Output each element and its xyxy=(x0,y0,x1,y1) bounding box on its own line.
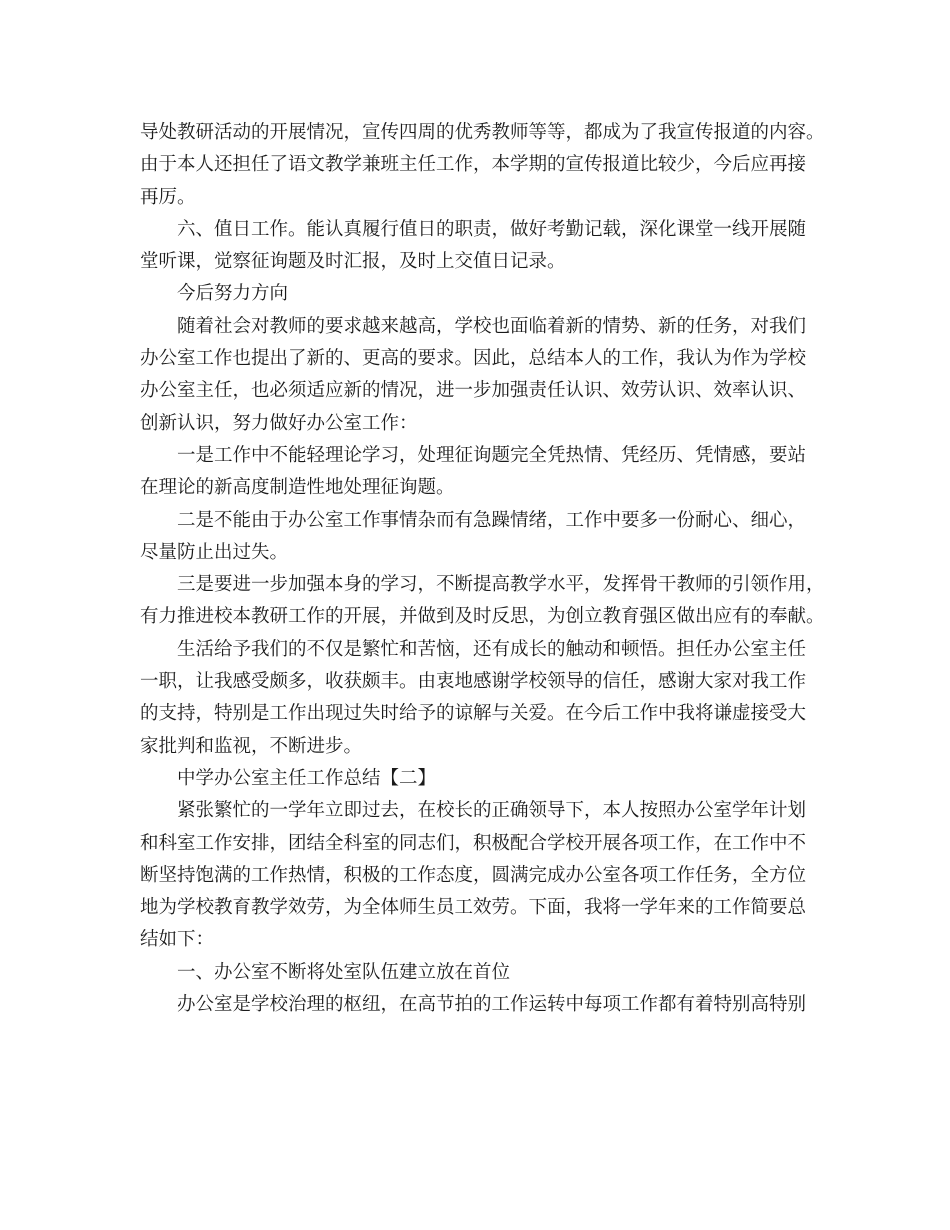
text-line: 一是工作中不能轻理论学习，处理征询题完全凭热情、凭经历、凭情感，要站 xyxy=(177,444,807,466)
text-line: 六、值日工作。能认真履行值日的职责，做好考勤记载，深化课堂一线开展随 xyxy=(177,218,807,240)
text-line: 家批判和监视，不断进步。 xyxy=(140,735,363,757)
text-line: 今后努力方向 xyxy=(177,283,289,305)
text-line: 办公室工作也提出了新的、更高的要求。因此，总结本人的工作，我认为作为学校 xyxy=(140,348,807,370)
paragraph xyxy=(140,278,830,310)
paragraph xyxy=(140,634,830,763)
document-body xyxy=(140,117,830,1021)
text-line: 尽量防止出过失。 xyxy=(140,541,289,563)
text-line: 地为学校教育教学效劳，为全体师生员工效劳。下面，我将一学年来的工作简要总 xyxy=(140,897,807,919)
paragraph xyxy=(140,214,830,279)
text-line: 紧张繁忙的一学年立即过去，在校长的正确领导下，本人按照办公室学年计划 xyxy=(177,800,807,822)
text-line: 办公室主任，也必须适应新的情况，进一步加强责任认识、效劳认识、效率认识、 xyxy=(140,380,807,402)
text-line: 断坚持饱满的工作热情，积极的工作态度，圆满完成办公室各项工作任务，全方位 xyxy=(140,864,807,886)
text-line: 办公室是学校治理的枢纽，在高节拍的工作运转中每项工作都有着特别高特别 xyxy=(177,994,807,1016)
text-line: 和科室工作安排，团结全科室的同志们，积极配合学校开展各项工作，在工作中不 xyxy=(140,832,807,854)
text-line: 二是不能由于办公室工作事情杂而有急躁情绪，工作中要多一份耐心、细心， xyxy=(177,509,807,531)
paragraph xyxy=(140,763,830,795)
text-line: 在理论的新高度制造性地处理征询题。 xyxy=(140,477,455,499)
text-line: 结如下： xyxy=(140,929,215,951)
text-line: 创新认识，努力做好办公室工作： xyxy=(140,412,418,434)
text-line: 导处教研活动的开展情况，宣传四周的优秀教师等等，都成为了我宣传报道的内容。 xyxy=(140,122,825,143)
paragraph xyxy=(140,505,830,570)
paragraph xyxy=(140,989,830,1021)
text-line: 随着社会对教师的要求越来越高，学校也面临着新的情势、新的任务，对我们 xyxy=(177,315,807,337)
text-line: 再厉。 xyxy=(140,186,196,208)
paragraph xyxy=(140,795,830,956)
text-line: 有力推进校本教研工作的开展，并做到及时反思，为创立教育强区做出应有的奉献。 xyxy=(140,606,825,628)
text-line: 的支持，特别是工作出现过失时给予的谅解与关爱。在今后工作中我将谦虚接受大 xyxy=(140,703,807,725)
text-line: 三是要进一步加强本身的学习，不断提高教学水平，发挥骨干教师的引领作用， xyxy=(177,574,825,596)
paragraph xyxy=(140,569,830,634)
paragraph xyxy=(140,440,830,505)
text-line: 由于本人还担任了语文教学兼班主任工作，本学期的宣传报道比较少，今后应再接 xyxy=(140,154,807,176)
text-line: 一、办公室不断将处室队伍建立放在首位 xyxy=(177,961,511,983)
text-line: 生活给予我们的不仅是繁忙和苦恼，还有成长的触动和顿悟。担任办公室主任 xyxy=(177,638,807,660)
paragraph xyxy=(140,311,830,440)
text-line: 堂听课，觉察征询题及时汇报，及时上交值日记录。 xyxy=(140,251,566,273)
text-line: 中学办公室主任工作总结【二】 xyxy=(177,767,437,789)
paragraph xyxy=(140,117,830,214)
text-line: 一职，让我感受颇多，收获颇丰。由衷地感谢学校领导的信任，感谢大家对我工作 xyxy=(140,671,807,693)
paragraph xyxy=(140,957,830,989)
